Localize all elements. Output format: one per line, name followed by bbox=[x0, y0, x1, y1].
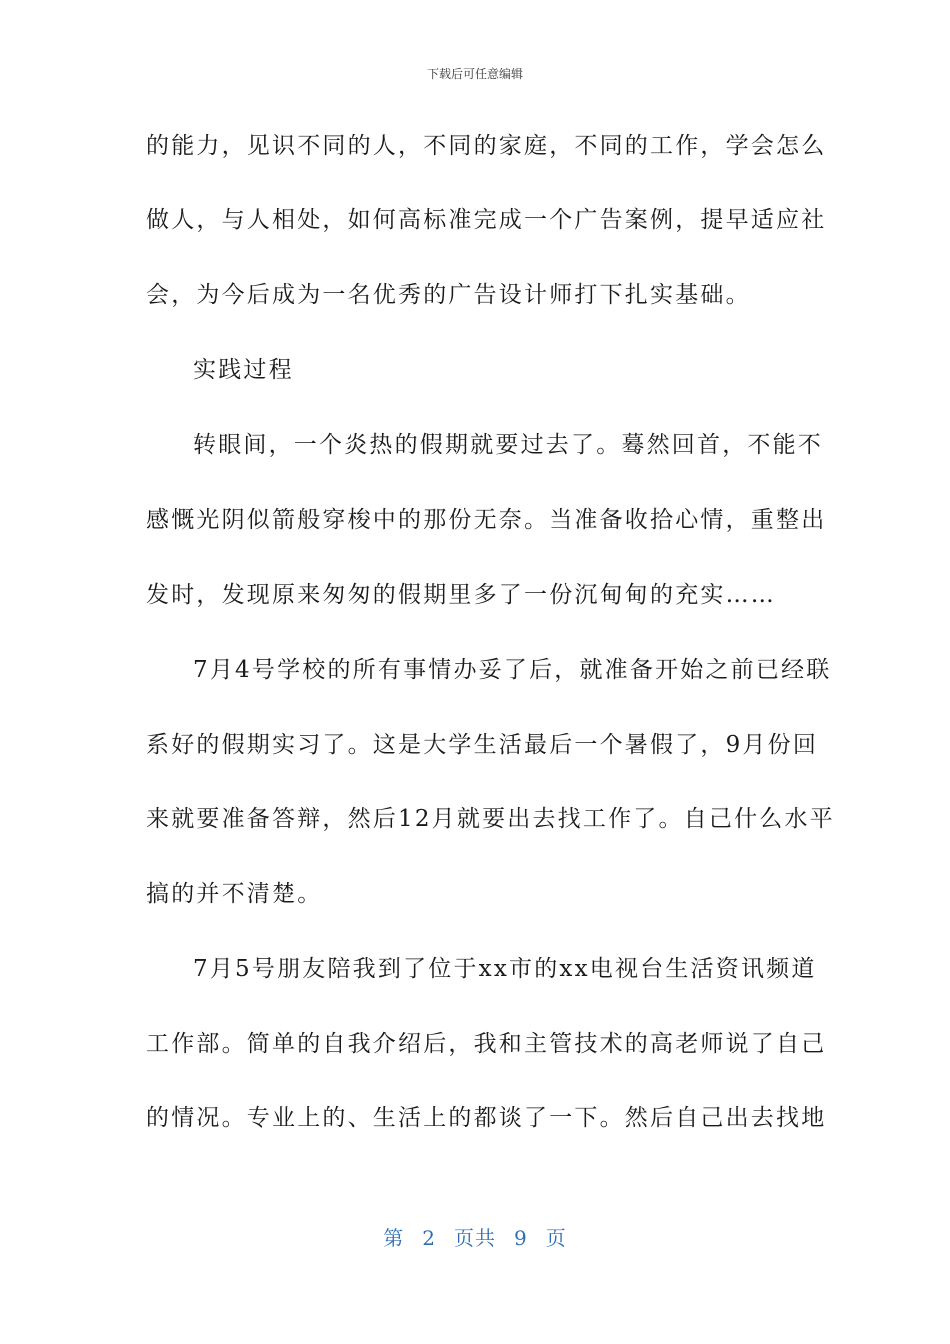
paragraph-line: 的能力，见识不同的人，不同的家庭，不同的工作，学会怎么 bbox=[146, 133, 827, 159]
paragraph-line: 工作部。简单的自我介绍后，我和主管技术的高老师说了自己 bbox=[146, 1031, 827, 1057]
paragraph-line: 搞的并不清楚。 bbox=[146, 881, 323, 907]
current-page-number: 2 bbox=[422, 1226, 436, 1250]
paragraph-line: 转眼间，一个炎热的假期就要过去了。蓦然回首，不能不 bbox=[193, 432, 823, 458]
paragraph-line: 7月5号朋友陪我到了位于xx市的xx电视台生活资讯频道 bbox=[193, 956, 817, 982]
paragraph-line: 系好的假期实习了。这是大学生活最后一个暑假了，9月份回 bbox=[146, 732, 819, 758]
paragraph-line: 做人，与人相处，如何高标准完成一个广告案例，提早适应社 bbox=[146, 207, 827, 233]
page-number-footer bbox=[0, 1224, 950, 1252]
paragraph-line: 感慨光阴似箭般穿梭中的那份无奈。当准备收拾心情，重整出 bbox=[146, 507, 827, 533]
page-header-note: 下载后可任意编辑 bbox=[426, 67, 523, 81]
total-pages-number: 9 bbox=[514, 1226, 528, 1250]
page-suffix: 页 bbox=[545, 1226, 567, 1250]
section-heading: 实践过程 bbox=[193, 357, 294, 383]
page-prefix: 第 bbox=[383, 1226, 405, 1250]
paragraph-line: 的情况。专业上的、生活上的都谈了一下。然后自己出去找地 bbox=[146, 1105, 827, 1131]
paragraph-line: 7月4号学校的所有事情办妥了后，就准备开始之前已经联 bbox=[193, 657, 832, 683]
paragraph-line: 来就要准备答辩，然后12月就要出去找工作了。自己什么水平 bbox=[146, 806, 835, 832]
paragraph-line: 发时，发现原来匆匆的假期里多了一份沉甸甸的充实…… bbox=[146, 582, 776, 608]
page-middle-label: 页共 bbox=[454, 1226, 496, 1250]
paragraph-line: 会，为今后成为一名优秀的广告设计师打下扎实基础。 bbox=[146, 282, 751, 308]
